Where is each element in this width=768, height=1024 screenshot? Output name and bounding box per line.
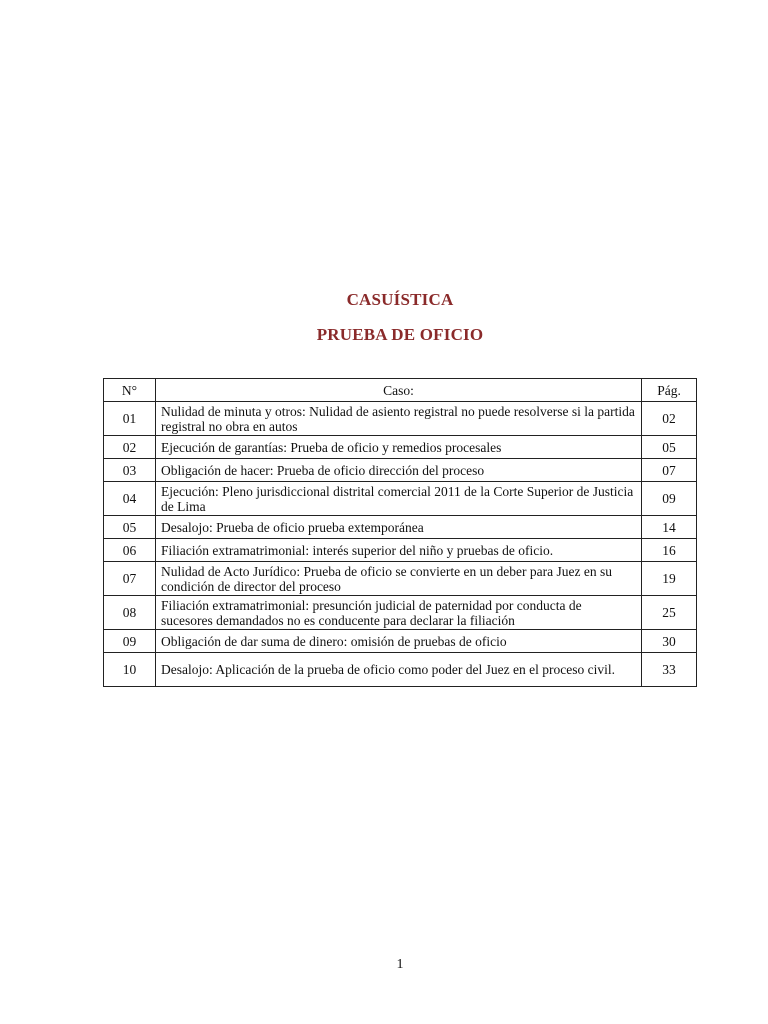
row-case: Filiación extramatrimonial: presunción judicial de paternidad por conducta de sucesores demandados no es conducente para declarar la filiación [156, 596, 642, 630]
row-case: Obligación de hacer: Prueba de oficio dirección del proceso [156, 459, 642, 482]
header-case: Caso: [156, 379, 642, 402]
row-case: Nulidad de Acto Jurídico: Prueba de oficio se convierte en un deber para Juez en su condición de director del proceso [156, 562, 642, 596]
row-page: 25 [642, 596, 697, 630]
row-case: Nulidad de minuta y otros: Nulidad de asiento registral no puede resolverse si la partida registral no obra en autos [156, 402, 642, 436]
row-case: Desalojo: Prueba de oficio prueba extemporánea [156, 516, 642, 539]
document-title: CASUÍSTICA [346, 290, 454, 309]
page-number: 1 [396, 957, 404, 972]
table-row [104, 482, 697, 516]
row-case: Ejecución: Pleno jurisdiccional distrital comercial 2011 de la Corte Superior de Justicia de Lima [156, 482, 642, 516]
table-row [104, 436, 697, 459]
row-page: 30 [642, 630, 697, 653]
table-row [104, 562, 697, 596]
row-page: 16 [642, 539, 697, 562]
row-number: 04 [104, 482, 156, 516]
row-number: 02 [104, 436, 156, 459]
row-case: Desalojo: Aplicación de la prueba de oficio como poder del Juez en el proceso civil. [156, 653, 642, 687]
row-page: 14 [642, 516, 697, 539]
row-page: 33 [642, 653, 697, 687]
row-number: 03 [104, 459, 156, 482]
row-number: 06 [104, 539, 156, 562]
row-case: Obligación de dar suma de dinero: omisión de pruebas de oficio [156, 630, 642, 653]
table-row [104, 596, 697, 630]
row-page: 09 [642, 482, 697, 516]
cases-table [103, 378, 697, 687]
table-header-row [104, 379, 697, 402]
document-subtitle: PRUEBA DE OFICIO [316, 325, 484, 344]
row-number: 09 [104, 630, 156, 653]
row-case: Filiación extramatrimonial: interés superior del niño y pruebas de oficio. [156, 539, 642, 562]
table-row [104, 516, 697, 539]
table-row [104, 402, 697, 436]
header-number: N° [104, 379, 156, 402]
row-number: 07 [104, 562, 156, 596]
row-case: Ejecución de garantías: Prueba de oficio y remedios procesales [156, 436, 642, 459]
row-page: 07 [642, 459, 697, 482]
table-row [104, 539, 697, 562]
row-number: 01 [104, 402, 156, 436]
row-number: 08 [104, 596, 156, 630]
table-row [104, 630, 697, 653]
row-number: 10 [104, 653, 156, 687]
table-row [104, 653, 697, 687]
table-row [104, 459, 697, 482]
row-number: 05 [104, 516, 156, 539]
row-page: 05 [642, 436, 697, 459]
row-page: 02 [642, 402, 697, 436]
header-page: Pág. [642, 379, 697, 402]
row-page: 19 [642, 562, 697, 596]
